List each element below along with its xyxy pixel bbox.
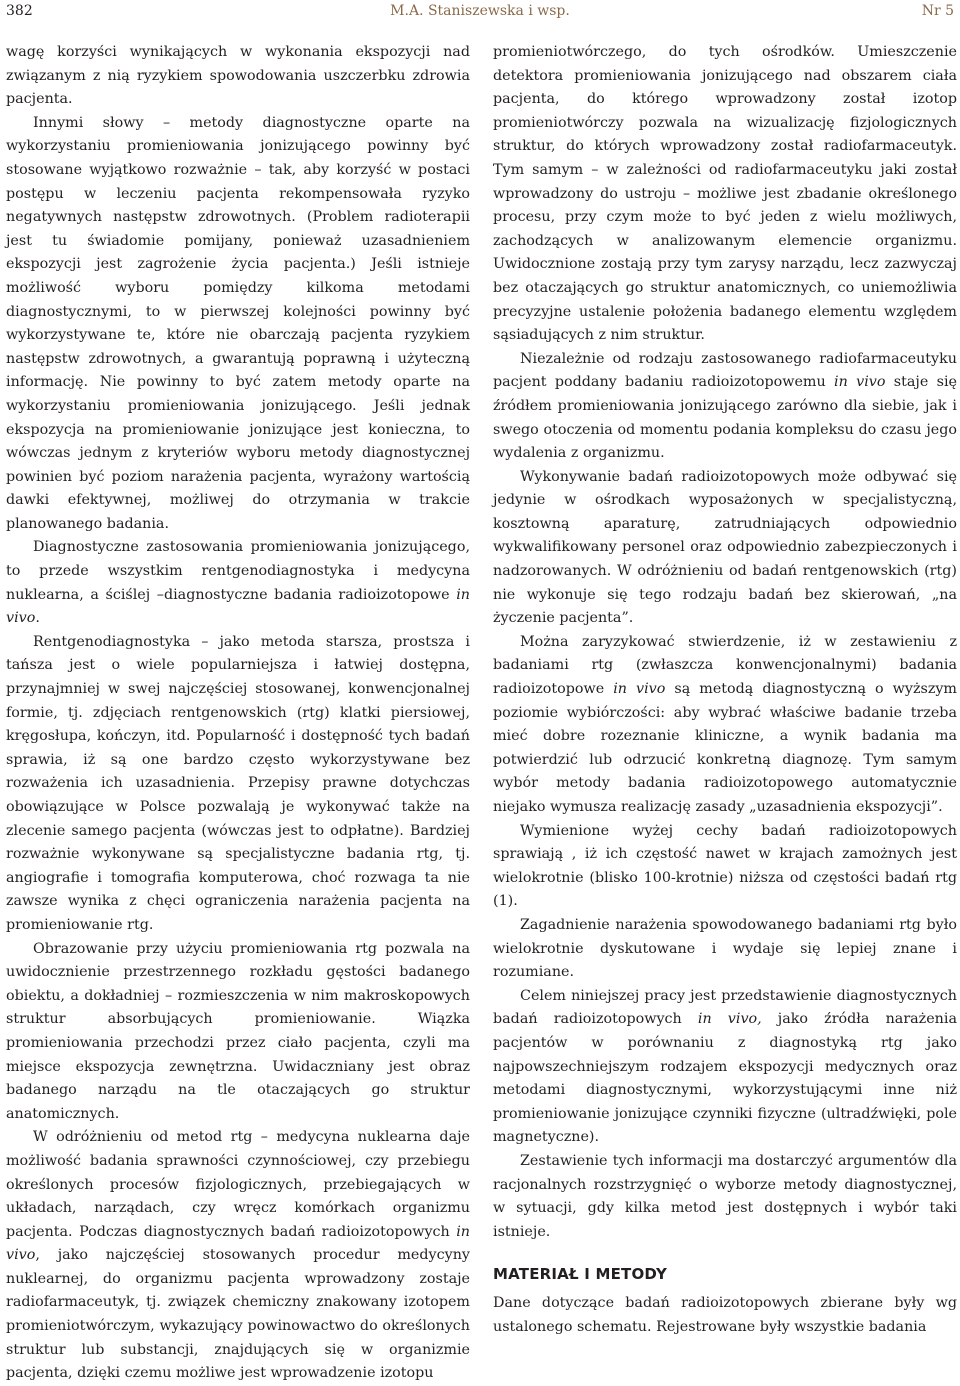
italic-term: in vivo <box>6 586 470 627</box>
paragraph-text: W odróżnieniu od metod rtg – medycyna nuklearna daje możliwość badania sprawności czynnościowej, czy przebiegu określonych procesów fizjologicznych, przebiegających w układach, narządach, czy wręcz komórkach organizmu pacjenta. Podczas diagnostycznych badań radioizotopowych <box>6 1129 470 1240</box>
paragraph: Zestawienie tych informacji ma dostarczyć argumentów dla racjonalnych rozstrzygnięć o wyborze metody diagnostycznej, w sytuacji, gdy kilka metod jest dostępnych i wybór taki istnieje. <box>493 1152 957 1240</box>
paragraph-text: , jako najczęściej stosowanych procedur medycyny nuklearnej, do organizmu pacjenta wprowadzony zostaje radiofarmaceutyk, tj. związek chemiczny znakowany izotopem promieniotwórczym, wykazujący powinowactwo do określonych struktur lub substancji, znajdujących się w organizmie pacjenta, dzięki czemu możliwe jest wprowadzenie izotopu <box>6 1247 470 1382</box>
paragraph: Wykonywanie badań radioizotopowych może odbywać się jedynie w ośrodkach wyposażonych w specjalistyczną, kosztowną aparaturę, zatrudniających odpowiednio wykwalifikowany personel oraz odpowiednio zabezpieczonych i nadzorowanych. W odróżnieniu od badań rentgenowskich (rtg) nie wykonuje się tego rodzaju badań bez skierowań, „na życzenie pacjenta”. <box>493 468 957 627</box>
paragraph-text: Niezależnie od rodzaju zastosowanego radiofarmaceutyku pacjent poddany badaniu radioizotopowemu <box>493 350 957 391</box>
italic-term: in vivo <box>834 374 886 391</box>
paragraph <box>6 1126 470 1386</box>
paragraph-text: Celem niniejszej pracy jest przedstawienie diagnostycznych badań radioizotopowych <box>493 987 957 1028</box>
paragraph: wagę korzyści wynikających w wykonania ekspozycji nad związanym z nią ryzykiem spowodowania uszczerbku zdrowia pacjenta. <box>6 44 470 108</box>
paragraph <box>493 631 957 820</box>
paragraph-text: . <box>35 610 40 627</box>
section-heading: MATERIAŁ I METODY <box>493 1265 668 1284</box>
paragraph-text: Można zaryzykować stwierdzenie, iż w zestawieniu z badaniami rtg (zwłaszcza konwencjonalnymi) badania radioizotopowe <box>493 633 957 698</box>
paragraph-text: staje się źródłem promieniowania jonizującego zarówno dla siebie, jak i swego otoczenia od momentu podania kompleksu do czasu jego wydalenia z organizmu. <box>493 374 957 462</box>
italic-term: in vivo, <box>697 1011 762 1028</box>
paragraph: Innymi słowy – metody diagnostyczne oparte na wykorzystaniu promieniowania jonizującego powinny być stosowane wyjątkowo rozważnie – tak, aby korzyść w postaci postępu w leczeniu pacjenta rekompensowała ryzyko negatywnych następstw zdrowotnych. (Problem radioterapii jest tu świadomie pomijany, ponieważ uzasadnieniem ekspozycji jest zagrożenie życia pacjenta.) Jeśli istnieje możliwość wyboru pomiędzy kilkoma metodami diagnostycznymi, to w pierwszej kolejności powinny być wykorzystywane te, które nie obarczają pacjenta ryzykiem następstw zdrowotnych, a gwarantują poprawną i użyteczną informację. Nie powinny to być zatem metody oparte na wykorzystaniu promieniowania jonizującego. Jeśli jednak ekspozycja na promieniowanie jonizujące jest konieczna, to wówczas jednym z kryteriów wyboru metody diagnostycznej powinien być poziom narażenia pacjenta, wyrażony wartością dawki efektywnej, możliwej do otrzymania w trakcie planowanego badania. <box>6 114 470 532</box>
paragraph <box>493 985 957 1150</box>
italic-term: in vivo <box>6 1223 470 1264</box>
paragraph: Zagadnienie narażenia spowodowanego badaniami rtg było wielokrotnie dyskutowane i wydaje się lepiej znane i rozumiane. <box>493 916 957 981</box>
running-header-authors: M.A. Staniszewska i wsp. <box>390 3 570 19</box>
paragraph: Rentgenodiagnostyka – jako metoda starsza, prostsza i tańsza jest o wiele popularniejsza i łatwiej dostępna, przynajmniej w swej najczęściej stosowanej, konwencjonalnej formie, tj. zdjęciach rentgenowskich (rtg) klatki piersiowej, kręgosłupa, kończyn, itd. Popularność i dostępność tych badań sprawia, iż są one bardzo często wykorzystywane bez rozważenia ich uzasadnienia. Przepisy prawne dotychczas obowiązujące w Polsce pozwalają je wykonywać także na zlecenie samego pacjenta (wówczas jest to odpłatne). Bardziej rozważnie wykonywane są specjalistyczne badania rtg, tj. angiografie i tomografia komputerowa, choć rozwaga ta nie zawsze wynika z chęci ograniczenia narażenia pacjenta na promieniowanie rtg. <box>6 633 470 933</box>
paragraph: Obrazowanie przy użyciu promieniowania rtg pozwala na uwidocznienie przestrzennego rozkładu gęstości badanego obiektu, a dokładniej – rozmieszczenia w nim makroskopowych struktur absorbujących promieniowanie. Wiązka promieniowania przechodzi przez ciało pacjenta, czyli ma miejsce ekspozycja zewnętrzna. Uwidaczniany jest obraz badanego narządu na tle otaczających go struktur anatomicznych. <box>6 940 470 1122</box>
paragraph: Dane dotyczące badań radioizotopowych zbierane były wg ustalonego schematu. Rejestrowane były wszystkie badania <box>493 1295 957 1335</box>
journal-issue-number: Nr 5 <box>921 3 954 19</box>
paragraph <box>6 536 470 630</box>
italic-term: in vivo <box>613 681 666 698</box>
page-number: 382 <box>6 3 33 19</box>
paragraph-text: Diagnostyczne zastosowania promieniowania jonizującego, to przede wszystkim rentgenodiagnostyka i medycyna nuklearna, a ściślej –diagnostyczne badania radioizotopowe <box>6 539 470 603</box>
paragraph: promieniotwórczego, do tych ośrodków. Umieszczenie detektora promieniowania jonizującego nad obszarem ciała pacjenta, do którego wprowadzony został izotop promieniotwórczy pozwala na wizualizację fizjologicznych struktur, do których wprowadzony został radiofarmaceutyk. Tym samym – w zależności od radiofarmaceutyku jaki został wprowadzony do ustroju – możliwe jest zbadanie określonego procesu, przy czym może to być jeden z wielu możliwych, zachodzących w analizowanym elemencie organizmu. Uwidocznione zostają przy tym zarysy narządu, lecz zazwyczaj bez otaczających go struktur anatomicznych, co uniemożliwia precyzyjne ustalenie położenia badanego elementu względem sąsiadujących z nim struktur. <box>493 44 957 344</box>
paragraph-text: jako źródła narażenia pacjentów w porównaniu z diagnostyką rtg jako najpowszechniejszym rodzajem ekspozycji medycznych oraz metodami diagnostycznymi, wykorzystującymi inne niż promieniowanie jonizujące czynniki fizyczne (ultradźwięki, pole magnetyczne). <box>493 1011 957 1146</box>
paragraph <box>493 348 957 466</box>
left-text-column <box>6 41 470 1386</box>
right-text-column <box>493 41 957 1339</box>
paragraph-text: są metodą diagnostyczną o wyższym poziomie wybiórczości: aby wybrać właściwe badanie trzeba mieć dobre rozeznanie kliniczne, a wynik badania ma potwierdzić lub odrzucić konkretną diagnozę. Tym samym wybór metody badania radioizotopowego automatycznie niejako wymusza realizację zasady „uzasadnienia ekspozycji”. <box>493 681 957 815</box>
running-header <box>0 0 960 26</box>
paragraph: Wymienione wyżej cechy badań radioizotopowych sprawiają , iż ich częstość nawet w krajach zamożnych jest wielokrotnie (blisko 100-krotnie) niższa od częstości badań rtg (1). <box>493 822 957 910</box>
